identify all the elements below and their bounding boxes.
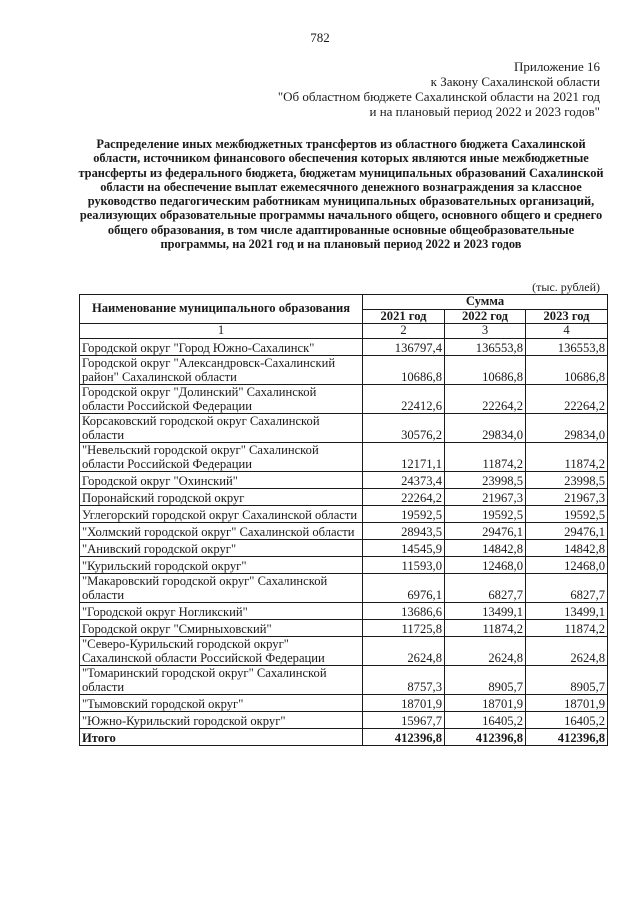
value-2021: 18701,9 <box>363 695 445 712</box>
value-2023: 11874,2 <box>526 620 608 637</box>
total-2022: 412396,8 <box>445 729 526 746</box>
table-row <box>80 540 608 557</box>
value-2021: 8757,3 <box>363 666 445 695</box>
municipality-name: Углегорский городской округ Сахалинской области <box>80 506 363 523</box>
municipality-name: "Городской округ Ногликский" <box>80 603 363 620</box>
value-2022: 16405,2 <box>445 712 526 729</box>
value-2022: 136553,8 <box>445 339 526 356</box>
value-2023: 29834,0 <box>526 414 608 443</box>
value-2022: 11874,2 <box>445 620 526 637</box>
value-2021: 136797,4 <box>363 339 445 356</box>
value-2021: 11725,8 <box>363 620 445 637</box>
value-2023: 22264,2 <box>526 385 608 414</box>
municipality-name: "Томаринский городской округ" Сахалинской области <box>80 666 363 695</box>
value-2023: 11874,2 <box>526 443 608 472</box>
column-number: 1 <box>80 324 363 339</box>
value-2021: 28943,5 <box>363 523 445 540</box>
value-2021: 13686,6 <box>363 603 445 620</box>
value-2021: 15967,7 <box>363 712 445 729</box>
table-row <box>80 339 608 356</box>
municipality-name: Городской округ "Александровск-Сахалинский район" Сахалинской области <box>80 356 363 385</box>
table-row <box>80 489 608 506</box>
appendix-line: и на плановый период 2022 и 2023 годов" <box>369 104 600 119</box>
municipality-name: "Тымовский городской округ" <box>80 695 363 712</box>
table-row <box>80 620 608 637</box>
table-row <box>80 472 608 489</box>
table-row <box>80 695 608 712</box>
document-title: Распределение иных межбюджетных трансфертов из областного бюджета Сахалинской области, источником финансового обеспечения которых являются иные межбюджетные трансферты из федерального бюджета, бюджетам муниципальных образований Сахалинской области на обеспечение выплат ежемесячного денежного вознаграждения за классное руководство педагогическим работникам муниципальных образовательных организаций, реализующих образовательные программы начального общего, основного общего и среднего общего образования, в том числе адаптированные основные общеобразовательные программы, на 2021 год и на плановый период 2022 и 2023 годов <box>78 137 604 252</box>
value-2021: 12171,1 <box>363 443 445 472</box>
value-2023: 136553,8 <box>526 339 608 356</box>
value-2022: 22264,2 <box>445 385 526 414</box>
column-numbering-row <box>80 324 608 339</box>
value-2022: 8905,7 <box>445 666 526 695</box>
value-2021: 22412,6 <box>363 385 445 414</box>
value-2022: 19592,5 <box>445 506 526 523</box>
value-2023: 13499,1 <box>526 603 608 620</box>
value-2022: 18701,9 <box>445 695 526 712</box>
municipality-name: "Невельский городской округ" Сахалинской области Российской Федерации <box>80 443 363 472</box>
value-2022: 23998,5 <box>445 472 526 489</box>
value-2023: 29476,1 <box>526 523 608 540</box>
value-2023: 21967,3 <box>526 489 608 506</box>
value-2023: 8905,7 <box>526 666 608 695</box>
total-2021: 412396,8 <box>363 729 445 746</box>
table-row <box>80 637 608 666</box>
column-number: 4 <box>526 324 608 339</box>
value-2022: 29476,1 <box>445 523 526 540</box>
value-2023: 6827,7 <box>526 574 608 603</box>
table-row <box>80 506 608 523</box>
column-header-name: Наименование муниципального образования <box>80 295 363 324</box>
table-row <box>80 356 608 385</box>
value-2023: 16405,2 <box>526 712 608 729</box>
municipality-name: "Северо-Курильский городской округ" Сахалинской области Российской Федерации <box>80 637 363 666</box>
municipality-name: "Курильский городской округ" <box>80 557 363 574</box>
table-row <box>80 443 608 472</box>
value-2023: 14842,8 <box>526 540 608 557</box>
value-2022: 10686,8 <box>445 356 526 385</box>
total-row <box>80 729 608 746</box>
units-label: (тыс. рублей) <box>532 280 600 294</box>
value-2023: 2624,8 <box>526 637 608 666</box>
value-2021: 19592,5 <box>363 506 445 523</box>
municipality-name: "Анивский городской округ" <box>80 540 363 557</box>
value-2022: 2624,8 <box>445 637 526 666</box>
table-row <box>80 523 608 540</box>
municipality-name: Городской округ "Долинский" Сахалинской области Российской Федерации <box>80 385 363 414</box>
column-header-2022: 2022 год <box>445 309 526 324</box>
total-2023: 412396,8 <box>526 729 608 746</box>
table-row <box>80 574 608 603</box>
municipality-name: "Макаровский городской округ" Сахалинской области <box>80 574 363 603</box>
table-row <box>80 385 608 414</box>
municipality-name: Корсаковский городской округ Сахалинской области <box>80 414 363 443</box>
value-2021: 11593,0 <box>363 557 445 574</box>
value-2022: 21967,3 <box>445 489 526 506</box>
value-2022: 11874,2 <box>445 443 526 472</box>
table-row <box>80 666 608 695</box>
column-header-2023: 2023 год <box>526 309 608 324</box>
column-header-2021: 2021 год <box>363 309 445 324</box>
value-2022: 14842,8 <box>445 540 526 557</box>
value-2022: 29834,0 <box>445 414 526 443</box>
value-2021: 22264,2 <box>363 489 445 506</box>
value-2023: 19592,5 <box>526 506 608 523</box>
value-2021: 6976,1 <box>363 574 445 603</box>
budget-table <box>79 294 608 746</box>
value-2022: 13499,1 <box>445 603 526 620</box>
appendix-reference <box>278 59 600 119</box>
value-2023: 23998,5 <box>526 472 608 489</box>
column-header-sum: Сумма <box>363 295 608 310</box>
municipality-name: Городской округ "Охинский" <box>80 472 363 489</box>
column-number: 2 <box>363 324 445 339</box>
appendix-line: "Об областном бюджете Сахалинской области на 2021 год <box>277 89 600 104</box>
table-row <box>80 712 608 729</box>
value-2023: 10686,8 <box>526 356 608 385</box>
table-row <box>80 414 608 443</box>
appendix-line: Приложение 16 <box>513 59 600 74</box>
value-2023: 12468,0 <box>526 557 608 574</box>
table-row <box>80 603 608 620</box>
column-number: 3 <box>445 324 526 339</box>
municipality-name: "Южно-Курильский городской округ" <box>80 712 363 729</box>
value-2021: 14545,9 <box>363 540 445 557</box>
municipality-name: Городской округ "Смирныховский" <box>80 620 363 637</box>
value-2022: 12468,0 <box>445 557 526 574</box>
page-number: 782 <box>310 30 330 45</box>
municipality-name: "Холмский городской округ" Сахалинской области <box>80 523 363 540</box>
value-2021: 30576,2 <box>363 414 445 443</box>
value-2023: 18701,9 <box>526 695 608 712</box>
total-label: Итого <box>80 729 363 746</box>
municipality-name: Городской округ "Город Южно-Сахалинск" <box>80 339 363 356</box>
municipality-name: Поронайский городской округ <box>80 489 363 506</box>
value-2021: 24373,4 <box>363 472 445 489</box>
value-2022: 6827,7 <box>445 574 526 603</box>
appendix-line: к Закону Сахалинской области <box>430 74 600 89</box>
value-2021: 2624,8 <box>363 637 445 666</box>
table-row <box>80 557 608 574</box>
value-2021: 10686,8 <box>363 356 445 385</box>
